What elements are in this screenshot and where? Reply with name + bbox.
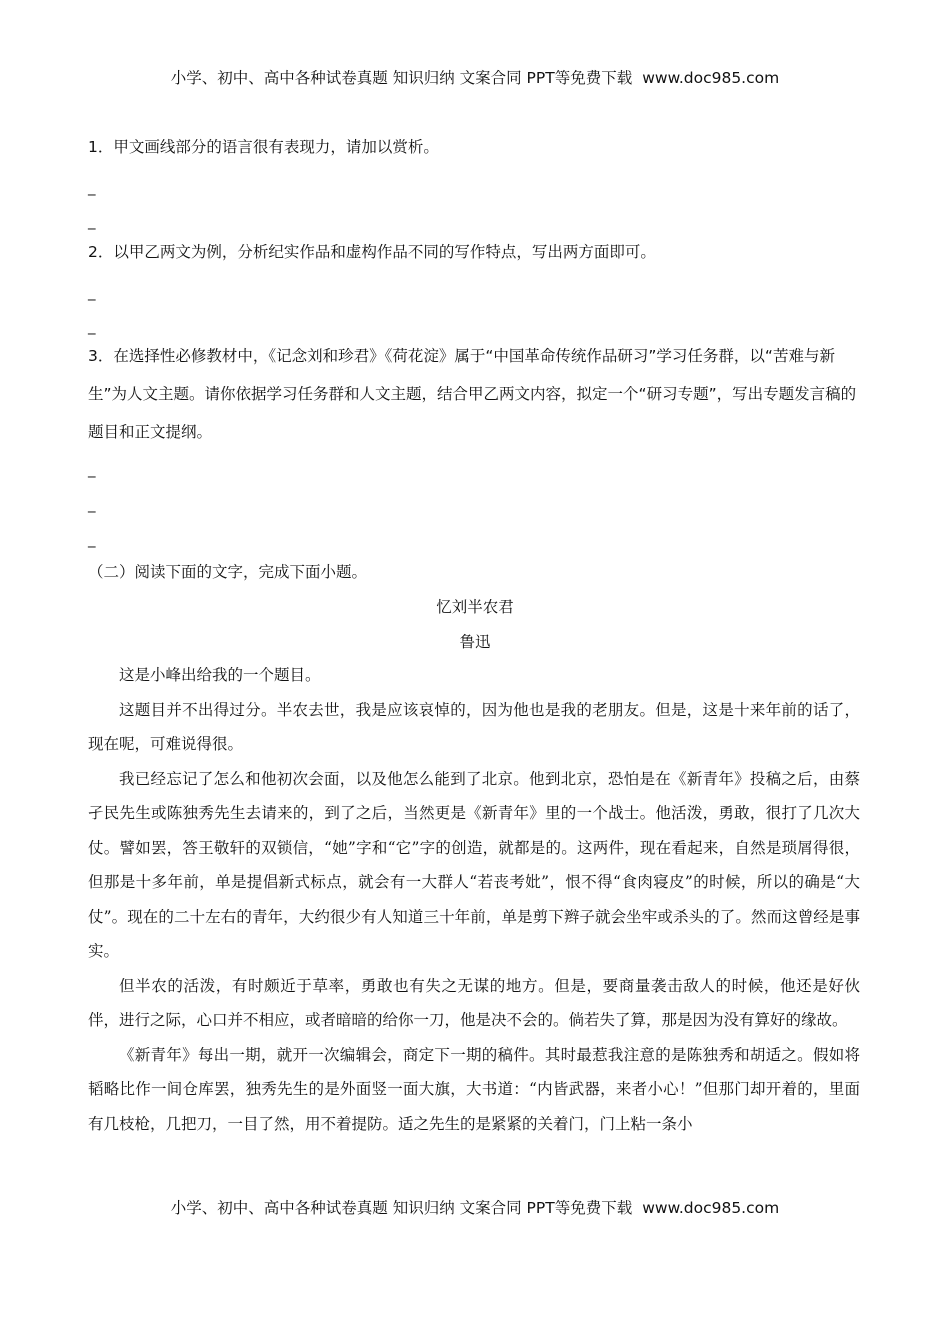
- question-1: 1．甲文画线部分的语言很有表现力，请加以赏析。: [88, 138, 439, 156]
- answer-blank[interactable]: _: [88, 530, 96, 548]
- article-paragraph: 这题目并不出得过分。半农去世，我是应该哀悼的，因为他也是我的老朋友。但是，这是十来年前的话了，现在呢，可难说得很。: [88, 700, 860, 753]
- article-body: [88, 658, 860, 1141]
- article-title: 忆刘半农君: [436, 598, 514, 616]
- question-2: 2．以甲乙两文为例，分析纪实作品和虚构作品不同的写作特点，写出两方面即可。: [88, 243, 656, 261]
- article-author: 鲁迅: [459, 633, 491, 651]
- header-banner: [0, 66, 950, 88]
- answer-blank[interactable]: _: [88, 178, 96, 196]
- answer-blank[interactable]: _: [88, 460, 96, 478]
- answer-blank[interactable]: _: [88, 283, 96, 301]
- answer-blank[interactable]: _: [88, 317, 96, 335]
- header-url[interactable]: www.doc985.com: [642, 69, 780, 87]
- answer-blank[interactable]: _: [88, 495, 96, 513]
- article-paragraph: 这是小峰出给我的一个题目。: [119, 666, 321, 684]
- answer-blank[interactable]: _: [88, 212, 96, 230]
- article-paragraph: 但半农的活泼，有时颇近于草率，勇敢也有失之无谋的地方。但是，要商量袭击敌人的时候，他还是好伙伴，进行之际，心口并不相应，或者暗暗的给你一刀，他是决不会的。倘若失了算，那是因为没有算好的缘故。: [88, 976, 860, 1029]
- article-paragraph: 《新青年》每出一期，就开一次编辑会，商定下一期的稿件。其时最惹我注意的是陈独秀和胡适之。假如将韬略比作一间仓库罢，独秀先生的是外面竖一面大旗，大书道：“内皆武器，来者小心！”但那门却开着的，里面有几枝枪，几把刀，一目了然，用不着提防。适之先生的是紧紧的关着门，门上粘一条小: [88, 1045, 860, 1133]
- section-heading: （二）阅读下面的文字，完成下面小题。: [88, 563, 368, 581]
- article-paragraph: 我已经忘记了怎么和他初次会面，以及他怎么能到了北京。他到北京，恐怕是在《新青年》投稿之后，由蔡孑民先生或陈独秀先生去请来的，到了之后，当然更是《新青年》里的一个战士。他活泼，勇敢，很打了几次大仗。譬如罢，答王敬轩的双锁信，“她”字和“它”字的创造，就都是的。这两件，现在看起来，自然是琐屑得很，但那是十多年前，单是提倡新式标点，就会有一大群人“若丧考妣”，恨不得“食肉寝皮”的时候，所以的确是“大仗”。现在的二十左右的青年，大约很少有人知道三十年前，单是剪下辫子就会坐牢或杀头的了。然而这曾经是事实。: [88, 769, 860, 960]
- header-text: 小学、初中、高中各种试卷真题 知识归纳 文案合同 PPT等免费下载: [170, 69, 633, 87]
- question-3: 3．在选择性必修教材中，《记念刘和珍君》《荷花淀》属于“中国革命传统作品研习”学习任务群，以“苦难与新生”为人文主题。请你依据学习任务群和人文主题，结合甲乙两文内容，拟定一个“研习专题”，写出专题发言稿的题目和正文提纲。: [88, 347, 857, 441]
- footer-url[interactable]: www.doc985.com: [642, 1199, 780, 1217]
- footer-banner: [0, 1196, 950, 1218]
- footer-text: 小学、初中、高中各种试卷真题 知识归纳 文案合同 PPT等免费下载: [170, 1199, 633, 1217]
